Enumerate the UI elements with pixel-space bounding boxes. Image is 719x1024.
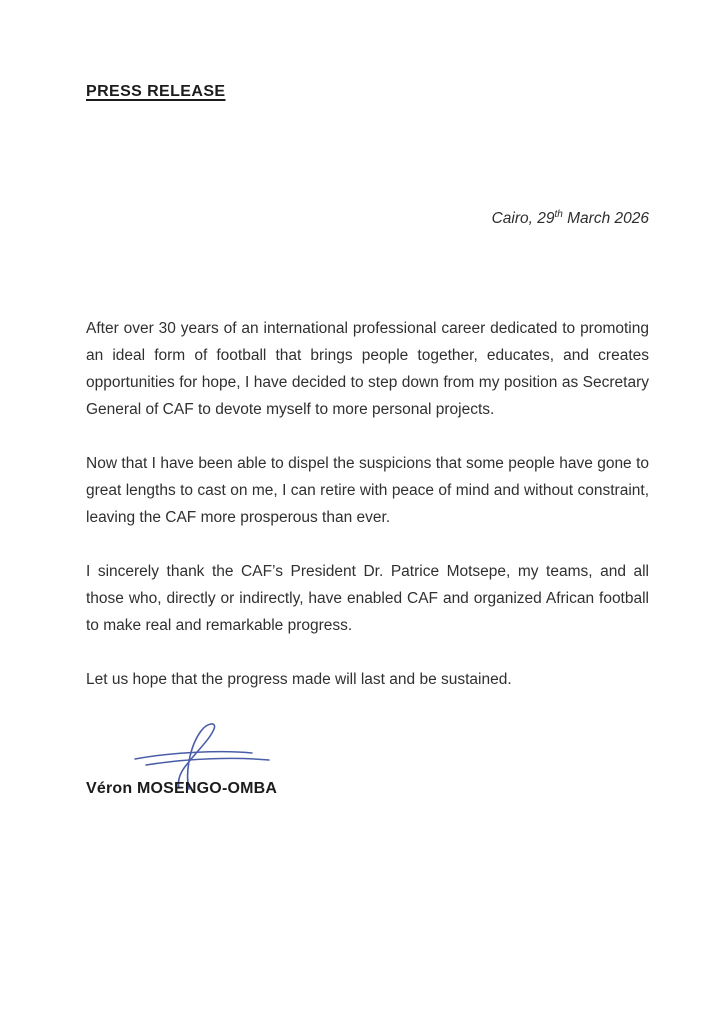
dateline-prefix: Cairo, 29 bbox=[491, 210, 555, 227]
signatory-name: Véron MOSENGO-OMBA bbox=[86, 780, 278, 797]
signature-cross-stroke bbox=[146, 758, 269, 765]
signature-image bbox=[128, 720, 649, 786]
dateline bbox=[86, 208, 649, 229]
body-paragraph: Let us hope that the progress made will last and be sustained. bbox=[86, 671, 512, 688]
dateline-ordinal: th bbox=[554, 208, 563, 220]
page-title: PRESS RELEASE bbox=[86, 83, 226, 100]
body-paragraph: After over 30 years of an international professional career dedicated to promoting an ideal form of football that brings people together, educates, and creates opportunities for hope, I have decided to step down from my position as Secretary General of CAF to devote myself to more personal projects. bbox=[86, 320, 649, 418]
body-paragraph: Now that I have been able to dispel the suspicions that some people have gone to great lengths to cast on me, I can retire with peace of mind and without constraint, leaving the CAF more prosperous than ever. bbox=[86, 455, 649, 526]
page-content bbox=[0, 82, 719, 798]
letter-body bbox=[86, 315, 649, 693]
body-paragraph: I sincerely thank the CAF’s President Dr. Patrice Motsepe, my teams, and all those who, directly or indirectly, have enabled CAF and organized African football to make real and remarkable progress. bbox=[86, 563, 649, 634]
dateline-suffix: March 2026 bbox=[562, 210, 649, 227]
